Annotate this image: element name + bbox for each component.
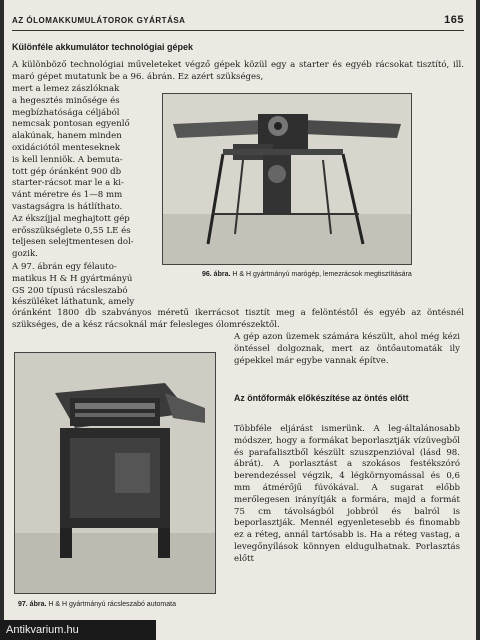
- milling-machine-illustration: [163, 94, 411, 264]
- text-line: mert a lemez zászlóknak: [12, 84, 120, 94]
- paragraph-2-wide: [12, 308, 464, 332]
- text-line: vánt méretre és 1—8 mm: [12, 190, 123, 201]
- figure-97-photo: [14, 352, 216, 594]
- text-line: teljesen selejtmentesen dol-: [12, 237, 134, 248]
- text-line: matikus H & H gyártmányú: [12, 273, 133, 284]
- running-header: [12, 14, 464, 28]
- paragraph-2-right-text: A gép azon üzemek számára készült, ahol még kézi öntéssel dolgoznak, mert az öntőautomaták ily gépekkel már egybe vannak építve.: [234, 332, 460, 366]
- section-title: Különféle akkumulátor technológiai gépek: [12, 42, 194, 52]
- watermark: Antikvarium.hu: [0, 620, 156, 640]
- text-line: gozik.: [12, 249, 38, 260]
- paragraph-3: [234, 424, 460, 566]
- figure-97-caption: [18, 600, 214, 609]
- text-line: GS 200 típusú rácsleszabó: [12, 285, 128, 296]
- subsection-title: Az öntőformák előkészítése az öntés előtt: [234, 393, 409, 403]
- figure-96-photo: [162, 93, 412, 265]
- text-line: a hegesztés minősége és: [12, 95, 120, 106]
- figure-96-label: 96. ábra.: [202, 271, 231, 278]
- paragraph-2-right: [234, 332, 460, 367]
- paragraph-1-intro: [12, 60, 464, 84]
- figure-97-label: 97. ábra.: [18, 601, 47, 608]
- page-number: 165: [444, 14, 464, 26]
- text-line: oxidációtól menteseknek: [12, 142, 121, 153]
- figure-96-caption-text: H & H gyártmányú marógép, lemezrácsok megtisztítására: [232, 271, 412, 278]
- grid-trimming-machine-illustration: [15, 353, 215, 593]
- paragraph-2-text: óránként 1800 db szabványos méretű ikerrácsot tisztít meg a felöntéstől és egyéb az öntésnél szükséges, de a kész rácsoknál már felesleges ólomrészektől.: [12, 308, 464, 330]
- text-line: A 97. ábrán egy félauto-: [12, 262, 117, 272]
- figure-96-caption: [202, 270, 414, 279]
- figure-97-caption-text: H & H gyártmányú rácsleszabó automata: [48, 601, 176, 608]
- text-line: nemcsak pontosan egyenlő: [12, 119, 130, 130]
- text-line: vastagságra is hátlíthato.: [12, 201, 123, 212]
- text-line: starter-rácsot mar le a ki-: [12, 178, 124, 189]
- running-title: AZ ÓLOMAKKUMULÁTOROK GYÁRTÁSA: [12, 16, 186, 25]
- paragraph-3-text: Többféle eljárást ismerünk. A leg-általánosabb módszer, hogy a formákat beporlasztják vízüvegből és parafalisztből készült szuszpenzióval (lásd 98. ábrát). A porlasztást a szokásos festékszóró berendezéssel végzik, 4 légkörnyomással és 0,6 mm átmérőjű fúvókával. A sugarat előbb merőlegesen irányítják a formára, majd a formát 75 cm távolságból jobbról és balról is beporlasztják. Mennél egyenletesebb és finomabb ez a réteg, annál tartósabb is. Ha a réteg vastag, a levegőnyílások könnyen eldugulhatnak. Porlasztás előtt: [234, 424, 460, 564]
- text-line: megbízhatósága céljából: [12, 107, 120, 118]
- text-line: készüléket láthatunk, amely: [12, 297, 135, 308]
- paragraph-1-column: [12, 84, 152, 261]
- text-line: Az ékszíjjal meghajtott gép: [12, 213, 130, 224]
- header-rule: [12, 30, 464, 31]
- text-line: tott gép óránként 900 db: [12, 166, 122, 177]
- paragraph-1-text: A különböző technológiai műveleteket végző gépek közül egy a starter és egyéb rácsokat tisztító, ill. maró gépet mutatunk be a 96. ábrán. Ez azért szükséges,: [12, 60, 464, 82]
- text-line: alakúnak, hanem minden: [12, 131, 122, 142]
- book-page: [4, 0, 476, 640]
- paragraph-2-column: [12, 262, 152, 309]
- text-line: erősszükséglete 0,55 LE és: [12, 225, 131, 236]
- text-line: is kell lenniök. A bemuta-: [12, 154, 123, 165]
